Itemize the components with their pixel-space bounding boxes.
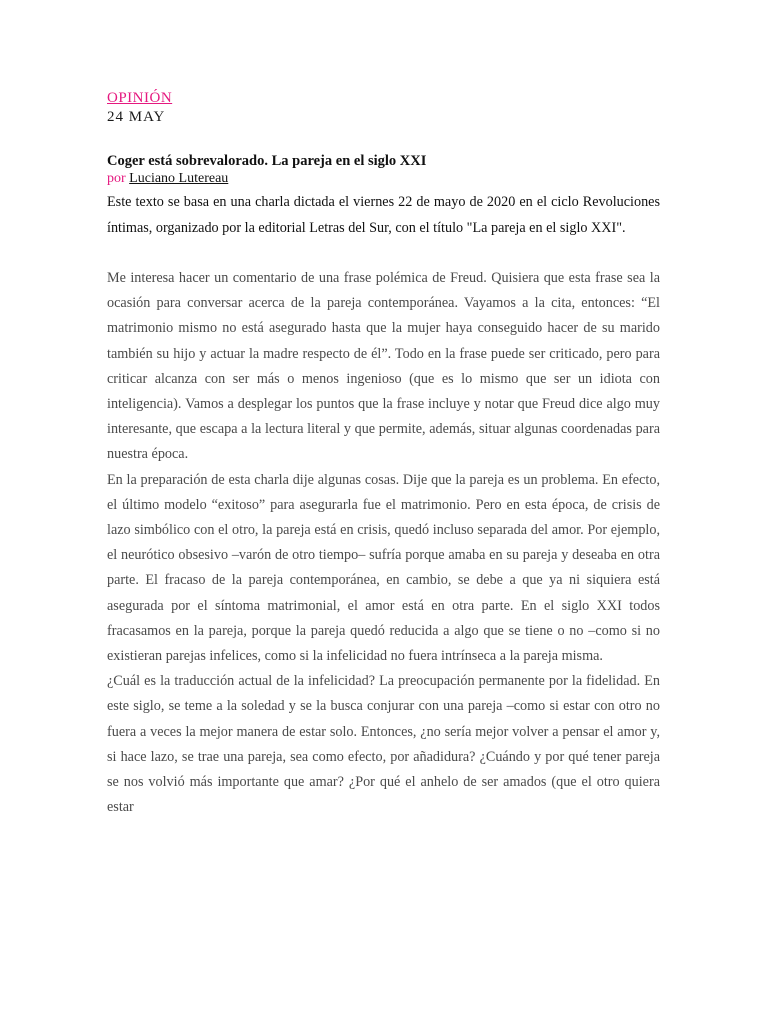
article-intro: Este texto se basa en una charla dictada el viernes 22 de mayo de 2020 en el ciclo Revoluciones íntimas, organizado por la editorial Letras del Sur, con el título "La pareja en el siglo XXI". (107, 194, 660, 236)
byline (107, 170, 660, 188)
author-link[interactable]: Luciano Lutereau (129, 171, 229, 186)
article-title: Coger está sobrevalorado. La pareja en el siglo XXI (107, 153, 427, 169)
paragraph: Me interesa hacer un comentario de una frase polémica de Freud. Quisiera que esta frase sea la ocasión para conversar acerca de la pareja contemporánea. Vayamos a la cita, entonces: “El matrimonio mismo no está asegurado hasta que la mujer haya conseguido hacer de su marido también su hijo y actuar la madre respecto de él”. Todo en la frase puede ser criticado, pero para criticar alcanza con ser más o menos ingenioso (que es lo mismo que ser un idiota con inteligencia). Vamos a desplegar los puntos que la frase incluye y notar que Freud dice algo muy interesante, que escapa a la lectura literal y que permite, además, situar algunas coordenadas para nuestra época. (107, 270, 660, 463)
section-link[interactable]: OPINIÓN (107, 90, 173, 106)
byline-prefix: por (107, 171, 126, 186)
article-date: 24 MAY (107, 109, 166, 125)
paragraph: En la preparación de esta charla dije algunas cosas. Dije que la pareja es un problema. En efecto, el último modelo “exitoso” para asegurarla fue el matrimonio. Pero en esta época, de crisis de lazo simbólico con el otro, la pareja está en crisis, quedó incluso separada del amor. Por ejemplo, el neurótico obsesivo –varón de otro tiempo– sufría porque amaba en su pareja y deseaba en otra parte. El fracaso de la pareja contemporánea, en cambio, se debe a que ya ni siquiera está asegurada por el síntoma matrimonial, el amor está en otra parte. En el siglo XXI todos fracasamos en la pareja, porque la pareja quedó reducida a algo que se tiene o no –como si no existieran parejas infelices, como si la infelicidad no fuera intrínseca a la pareja misma. (107, 471, 660, 665)
article-body (107, 266, 660, 820)
article (107, 88, 660, 820)
paragraph: ¿Cuál es la traducción actual de la infelicidad? La preocupación permanente por la fidelidad. En este siglo, se teme a la soledad y se la busca conjurar con una pareja –como si estar con otro no fuera a veces la mejor manera de estar solo. Entonces, ¿no sería mejor volver a pensar el amor y, si hace lazo, se trae una pareja, sea como efecto, por añadidura? ¿Cuándo y por qué tener pareja se nos volvió más importante que amar? ¿Por qué el anhelo de ser amados (que el otro quiera estar (107, 673, 660, 816)
